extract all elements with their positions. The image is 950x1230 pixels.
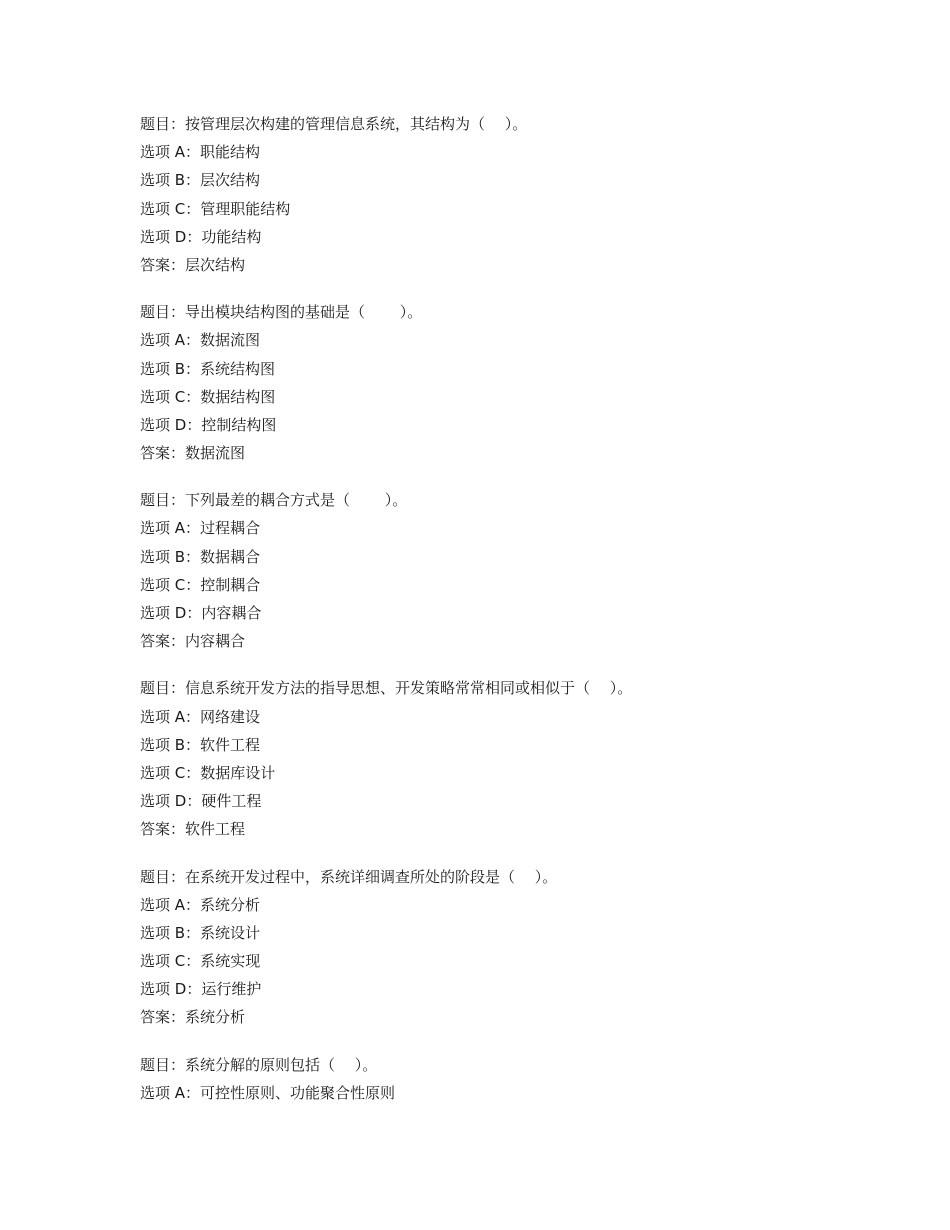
option-d: 选项 D：功能结构 (140, 227, 262, 246)
option-a: 选项 A：网络建设 (140, 707, 261, 726)
question-block (140, 486, 900, 655)
option-a: 选项 A：系统分析 (140, 895, 261, 914)
option-a: 选项 A：过程耦合 (140, 519, 261, 538)
question-block (140, 298, 900, 467)
option-c: 选项 C：控制耦合 (140, 575, 261, 594)
question-block (140, 1051, 900, 1107)
question-title: 题目：按管理层次构建的管理信息系统，其结构为（ ）。 (140, 115, 528, 133)
question-block (140, 110, 900, 279)
option-b: 选项 B：数据耦合 (140, 547, 261, 566)
answer: 答案：软件工程 (140, 820, 246, 839)
option-c: 选项 C：数据结构图 (140, 387, 276, 406)
question-title: 题目：导出模块结构图的基础是（ ）。 (140, 303, 423, 322)
option-c: 选项 C：数据库设计 (140, 763, 276, 782)
question-block (140, 863, 900, 1032)
option-d: 选项 D：硬件工程 (140, 792, 262, 811)
option-c: 选项 C：管理职能结构 (140, 199, 291, 218)
option-b: 选项 B：层次结构 (140, 171, 261, 190)
answer: 答案：系统分析 (140, 1008, 246, 1027)
question-title: 题目：下列最差的耦合方式是（ ）。 (140, 491, 408, 510)
option-d: 选项 D：控制结构图 (140, 415, 277, 434)
question-title: 题目：在系统开发过程中，系统详细调查所处的阶段是（ ）。 (140, 867, 558, 886)
option-d: 选项 D：运行维护 (140, 980, 262, 999)
option-b: 选项 B：系统设计 (140, 923, 261, 942)
option-a: 选项 A：可控性原则、功能聚合性原则 (140, 1083, 396, 1102)
option-a: 选项 A：数据流图 (140, 331, 261, 350)
option-b: 选项 B：软件工程 (140, 735, 261, 754)
answer: 答案：数据流图 (140, 444, 246, 463)
question-block (140, 674, 900, 843)
question-title: 题目：信息系统开发方法的指导思想、开发策略常常相同或相似于（ ）。 (140, 679, 633, 698)
question-title: 题目：系统分解的原则包括（ ）。 (140, 1055, 378, 1074)
option-b: 选项 B：系统结构图 (140, 359, 276, 378)
answer: 答案：内容耦合 (140, 632, 246, 651)
option-d: 选项 D：内容耦合 (140, 604, 262, 622)
option-a: 选项 A：职能结构 (140, 143, 261, 162)
question-list (140, 110, 900, 1126)
answer: 答案：层次结构 (140, 255, 246, 274)
option-c: 选项 C：系统实现 (140, 952, 261, 971)
